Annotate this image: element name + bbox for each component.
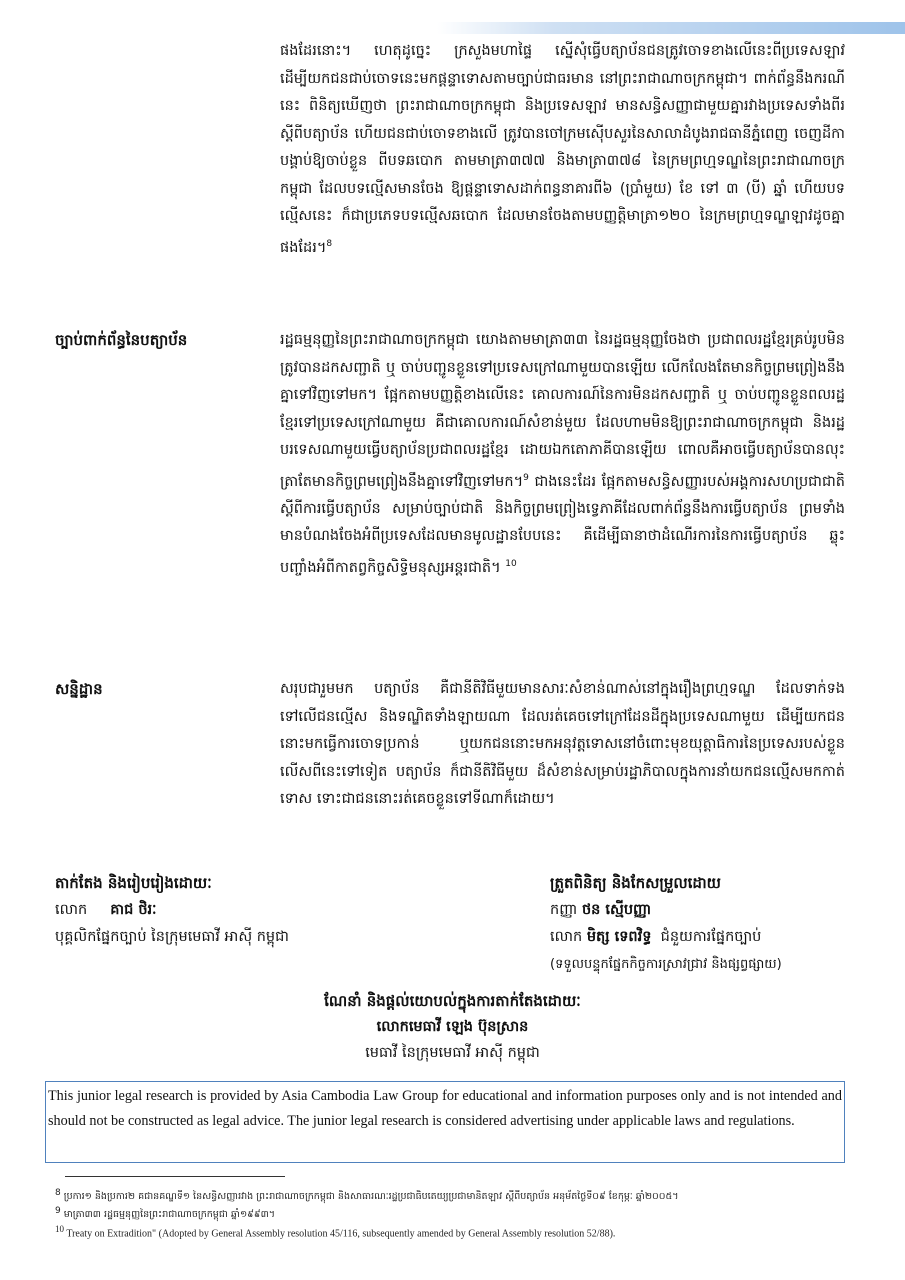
advisor-name: លោកមេធាវី ឡេង ប៊ុនស្រាន	[376, 1019, 529, 1035]
author-honorific: លោក	[55, 902, 88, 918]
advisor-position: មេធាវី នៃក្រុមមេធាវី អាស៊ី កម្ពុជា	[365, 1045, 540, 1061]
author-name: គាជ ថិរៈ	[110, 902, 157, 918]
footnotes	[55, 1186, 875, 1242]
reviewer-title: ត្រួតពិនិត្យ និងកែសម្រួលដោយ	[550, 874, 721, 892]
reviewer-1-honorific: កញ្ញា	[550, 902, 578, 918]
disclaimer-box: This junior legal research is provided by Asia Cambodia Law Group for educational and information purposes only and is not intended and should not be constructed as legal advice. The junior legal research is considered advertising under applicable laws and regulations.	[45, 1081, 845, 1163]
footnote-ref-10: 10	[505, 558, 517, 569]
reviewer-signature-block	[550, 870, 880, 978]
header-accent-bar	[437, 22, 905, 34]
reviewer-2-name: មិត្ស ទេពវិទ្ធ	[586, 929, 652, 945]
related-laws-text-1: រដ្ឋធម្មនុញ្ញនៃព្រះរាជាណាចក្រកម្ពុជា យោងតាមមាត្រា៣៣ នៃរដ្ឋធម្មនុញ្ញចែងថា ប្រជាពលរដ្ឋខ្មែរគ្រប់រូបមិនត្រូវបានដកសញ្ជាតិ ឬ ចាប់បញ្ជូនខ្លួនទៅប្រទេសក្រៅណាមួយបានឡើយ លើកលែងតែមានកិច្ចព្រមព្រៀងនឹងគ្នាទៅវិញទៅមក។ ផ្អែកតាមបញ្ញត្តិខាងលើនេះ គោលការណ៍នៃការមិនដកសញ្ជាតិ ឬ ចាប់បញ្ជូនខ្លួនពលរដ្ឋខ្មែរទៅប្រទេសក្រៅណាមួយ គឺជាគោលការណ៍សំខាន់មួយ ដែលហាមមិនឱ្យព្រះរាជាណាចក្រកម្ពុជា និងរដ្ឋបរទេសណាមួយធ្វើបត្យាប័នប្រជាពលរដ្ឋខ្មែរ ដោយឯកតោភាគីបានឡើយ ពោលគឺអាចធ្វើបត្យាប័នបានលុះត្រាតែមានកិច្ចព្រមព្រៀងនឹងគ្នាទៅវិញទៅមក។	[280, 332, 845, 490]
footnote-10-number: 10	[55, 1224, 64, 1235]
footnote-9-text: មាត្រា៣៣ រដ្ឋធម្មនុញ្ញនៃព្រះរាជាណាចក្រកម្ពុជា ឆ្នាំ១៩៩៣។	[63, 1209, 275, 1221]
footnote-10	[55, 1222, 875, 1241]
author-position: បុគ្គលិកផ្នែកច្បាប់ នៃក្រុមមេធាវី អាស៊ី កម្ពុជា	[55, 929, 289, 945]
author-title: តាក់តែង និងរៀបរៀងដោយៈ	[55, 874, 212, 892]
footnote-8	[55, 1186, 875, 1204]
author-signature-block	[55, 870, 435, 951]
reviewer-1-name: ថន ស្មើបញ្ញា	[581, 902, 652, 918]
footnote-8-number: 8	[55, 1188, 61, 1198]
advisor-block	[0, 988, 905, 1066]
reviewer-line-2	[550, 924, 880, 951]
section-label-conclusion: សន្និដ្ឋាន	[55, 680, 103, 698]
reviewer-2-role: ជំនួយការផ្នែកច្បាប់	[660, 929, 762, 945]
author-name-line	[55, 897, 435, 924]
section-label-related-laws: ច្បាប់ពាក់ព័ន្ធនៃបត្យាប័ន	[55, 331, 188, 349]
related-laws-paragraph	[280, 327, 845, 663]
reviewer-line-3: (ទទួលបន្ទុកផ្នែកកិច្ចការស្រាវជ្រាវ និងផ្សព្វផ្សាយ)	[550, 957, 782, 972]
advisor-title: ណែនាំ និងផ្តល់យោបល់ក្នុងការតាក់តែងដោយៈ	[324, 992, 581, 1010]
footnote-8-text: ប្រការ១ និងប្រការ២ គជានគណ្ឌទី១ នៃសន្ធិសញ្ញារវាង ព្រះរាជាណាចក្រកម្ពុជា និងសាធារណៈរដ្ឋប្រជាធិបតេយ្យប្រជាមានិតឡាវ ស្តីពីបត្យាប័ន អនុម័តថ្ងៃទី០៩ ខែកុម្ភៈ ឆ្នាំ២០០៥។	[63, 1191, 679, 1203]
footnote-ref-8: 8	[326, 238, 333, 249]
footnote-divider	[65, 1176, 285, 1177]
reviewer-2-honorific: លោក	[550, 929, 583, 945]
footnote-10-text: Treaty on Extradition" (Adopted by General Assembly resolution 45/116, subsequently amended by General Assembly resolution 52/88).	[66, 1228, 616, 1240]
intro-text: ផងដែរនោះ។ ហេតុដូច្នេះ ក្រសួងមហាផ្ទៃ ស្នើសុំធ្វើបត្យាប័នជនត្រូវចោទខាងលើនេះពីប្រទេសឡាវ ដើម្បីយកជនជាប់ចោទនេះមកផ្តន្ទាទោសតាមច្បាប់ជាធរមាន នៅព្រះរាជាណាចក្រកម្ពុជា។ ពាក់ព័ន្ធនឹងករណីនេះ ពិនិត្យឃើញថា ព្រះរាជាណាចក្រកម្ពុជា និងប្រទេសឡាវ មានសន្ធិសញ្ញាជាមួយគ្នារវាងប្រទេសទាំងពីរ ស្តីពីបត្យាប័ន ហើយជនជាប់ចោទខាងលើ ត្រូវបានចៅក្រមស៊ើបសួរនៃសាលាដំបូងរាជធានីភ្នំពេញ ចេញដីកាបង្គាប់ឱ្យចាប់ខ្លួន ពីបទឆបោក តាមមាត្រា៣៧៧ និងមាត្រា៣៧៨ នៃក្រមព្រហ្មទណ្ឌនៃព្រះរាជាណាចក្រកម្ពុជា ដែលបទល្មើសមានចែង ឱ្យផ្តន្ទាទោសដាក់ពន្ធនាគារពី៦ (ប្រាំមួយ) ខែ ទៅ ៣ (បី) ឆ្នាំ ហើយបទល្មើសនេះ ក៏ជាប្រភេទបទល្មើសឆបោក ដែលមានចែងតាមបញ្ញត្តិមាត្រា១២០ នៃក្រមព្រហ្មទណ្ឌឡាវដូចគ្នាផងដែរ។	[280, 43, 845, 256]
footnote-ref-9: 9	[523, 472, 529, 483]
footnote-9	[55, 1204, 875, 1222]
conclusion-paragraph: សរុបជារួមមក បត្យាប័ន គឺជានីតិវិធីមួយមានសារៈសំខាន់ណាស់នៅក្នុងរឿងព្រហ្មទណ្ឌ ដែលទាក់ទងទៅលើជនល្មើស និងទណ្ឌិតទាំងឡាយណា ដែលរត់គេចទៅក្រៅដែនដីក្នុងប្រទេសណាមួយ ដើម្បីយកជននោះមកធ្វើការចោទប្រកាន់ ឬយកជននោះមកអនុវត្តទោសនៅចំពោះមុខយុត្តាធិការនៃប្រទេសរបស់ខ្លួន លើសពីនេះទៅទៀត បត្យាប័ន ក៏ជានីតិវិធីមួយ ដ៏សំខាន់សម្រាប់រដ្ឋាភិបាលក្នុងការនាំយកជនល្មើសមកកាត់ទោស ទោះជាជននោះរត់គេចខ្លួនទៅទីណាក៏ដោយ។	[280, 681, 845, 807]
reviewer-line-1	[550, 897, 880, 924]
intro-paragraph	[280, 38, 845, 324]
related-laws-text-2: ជាងនេះដែរ ផ្អែកតាមសន្ធិសញ្ញារបស់អង្គការសហប្រជាជាតិ ស្តីពីការធ្វើបត្យាប័ន សម្រាប់ច្បាប់ជាតិ និងកិច្ចព្រមព្រៀងទ្វេភាគីដែលពាក់ព័ន្ធនឹងការធ្វើបត្យាប័ន ព្រមទាំងមានបំណងចែងអំពីប្រទេសដែលមានមូលដ្ឋានបែបនេះ គឺដើម្បីធានាថាដំណើរការនៃការធ្វើបត្យាប័ន ឆ្លុះបញ្ចាំងអំពីកាតព្វកិច្ចសិទ្ធិមនុស្សអន្តរជាតិ។	[280, 473, 845, 576]
footnote-9-number: 9	[55, 1206, 61, 1217]
